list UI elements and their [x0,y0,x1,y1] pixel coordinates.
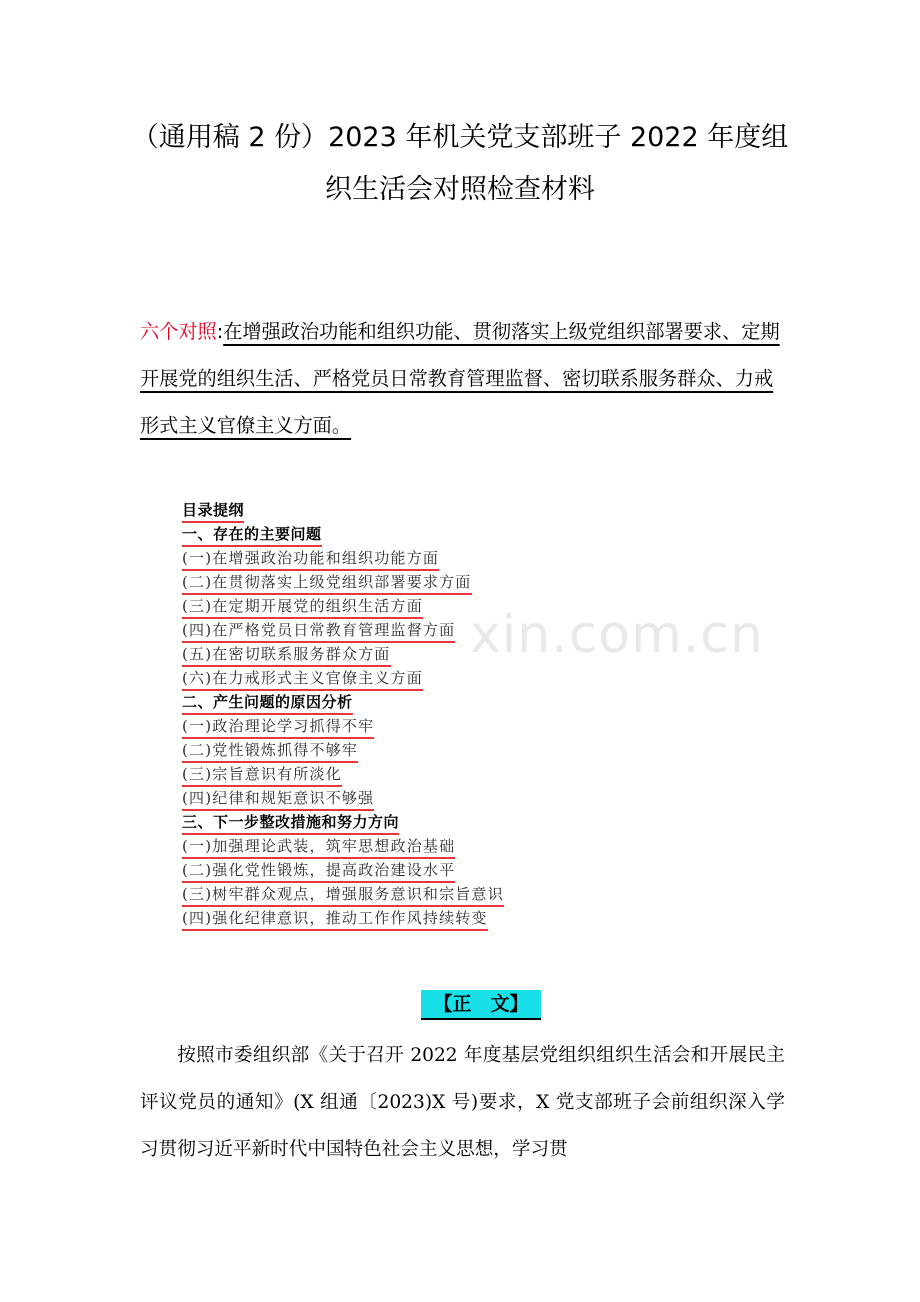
toc-heading[interactable] [182,498,702,522]
toc-line-text: (四)在严格党员日常教育管理监督方面 [182,619,455,643]
toc-line-text: (四)纪律和规矩意识不够强 [182,787,374,811]
toc-heading[interactable] [182,690,702,714]
toc-item[interactable] [182,594,702,618]
toc-item[interactable] [182,786,702,810]
toc-line-text: (二)党性锻炼抓得不够牢 [182,739,358,763]
intro-body-text: 在增强政治功能和组织功能、贯彻落实上级党组织部署要求、定期开展党的组织生活、严格党员日常教育管理监督、密切联系服务群众、力戒形式主义官僚主义方面。 [140,320,780,437]
toc-item[interactable] [182,834,702,858]
watermark: xin.com.cn [470,605,764,665]
toc-item[interactable] [182,642,702,666]
toc-item[interactable] [182,546,702,570]
toc-line-text: (一)政治理论学习抓得不牢 [182,715,374,739]
toc-heading[interactable] [182,810,702,834]
toc-item[interactable] [182,570,702,594]
toc-line-text: (四)强化纪律意识，推动工作作风持续转变 [182,907,488,931]
toc-line-text: (三)树牢群众观点，增强服务意识和宗旨意识 [182,883,504,907]
intro-colon: : [216,320,224,343]
document-title [120,112,800,216]
table-of-contents [182,498,702,930]
intro-lead-label: 六个对照 [140,320,217,343]
toc-item[interactable] [182,882,702,906]
document-title-line-1: （通用稿 2 份）2023 年机关党支部班子 2022 年度组 [131,122,789,153]
toc-item[interactable] [182,858,702,882]
toc-line-text: (五)在密切联系服务群众方面 [182,643,391,667]
six-comparisons-intro [140,308,785,449]
toc-item[interactable] [182,666,702,690]
toc-item[interactable] [182,714,702,738]
toc-line-text: (一)加强理论武装，筑牢思想政治基础 [182,835,455,859]
toc-line-text: 目录提纲 [182,499,244,523]
toc-item[interactable] [182,906,702,930]
toc-line-text: 三、下一步整改措施和努力方向 [182,811,399,835]
toc-line-text: (一)在增强政治功能和组织功能方面 [182,547,439,571]
toc-item[interactable] [182,738,702,762]
toc-item[interactable] [182,762,702,786]
toc-line-text: (三)宗旨意识有所淡化 [182,763,342,787]
main-text-label: 【正 文】 [421,990,541,1020]
toc-line-text: (三)在定期开展党的组织生活方面 [182,595,423,619]
toc-line-text: 一、存在的主要问题 [182,523,322,547]
toc-item[interactable] [182,618,702,642]
toc-line-text: 二、产生问题的原因分析 [182,691,353,715]
body-paragraph: 按照市委组织部《关于召开 2022 年度基层党组织组织生活会和开展民主评议党员的通知》(X 组通〔2023)X 号)要求，X 党支部班子会前组织深入学习贯彻习近平新时代中国特色社会主义思想，学习贯 [140,1045,785,1160]
toc-line-text: (二)强化党性锻炼，提高政治建设水平 [182,859,455,883]
document-title-line-2: 织生活会对照检查材料 [325,174,595,205]
toc-heading[interactable] [182,522,702,546]
toc-line-text: (二)在贯彻落实上级党组织部署要求方面 [182,571,472,595]
toc-line-text: (六)在力戒形式主义官僚主义方面 [182,667,423,691]
